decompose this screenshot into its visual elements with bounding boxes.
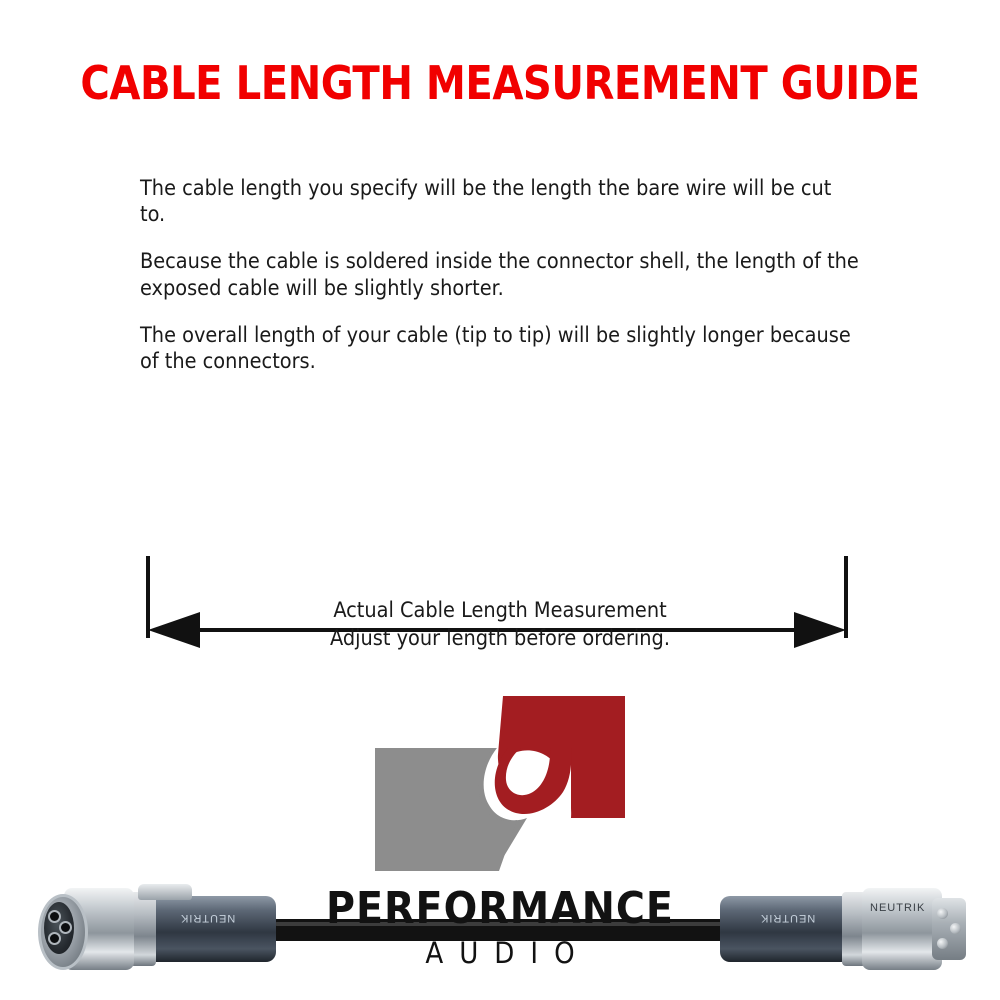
brand-name: PERFORMANCE (326, 883, 674, 934)
measurement-note: Adjust your length before ordering. (330, 626, 670, 651)
page-title: CABLE LENGTH MEASUREMENT GUIDE (80, 56, 920, 110)
male-connector-shell-brand-text: NEUTRIK (760, 912, 816, 924)
paragraph-1: The cable length you specify will be the length the bare wire will be cut to. (140, 176, 832, 228)
paragraph-2: Because the cable is soldered inside the connector shell, the length of the exposed cable will be slightly shorter. (140, 249, 859, 301)
performance-audio-logo-icon (375, 696, 625, 871)
paragraph-3: The overall length of your cable (tip to tip) will be slightly longer because of the connectors. (140, 322, 851, 375)
brand-sub-name: AUDIO (425, 936, 591, 970)
female-connector-brand-text: NEUTRIK (180, 912, 236, 924)
brand-logo-block (0, 696, 1000, 970)
intro-text-block (140, 176, 860, 396)
logo-mark-svg (375, 696, 625, 871)
male-connector-brand-text: NEUTRIK (870, 902, 926, 914)
measurement-bracket (0, 548, 1000, 668)
measurement-label: Actual Cable Length Measurement (333, 598, 667, 623)
